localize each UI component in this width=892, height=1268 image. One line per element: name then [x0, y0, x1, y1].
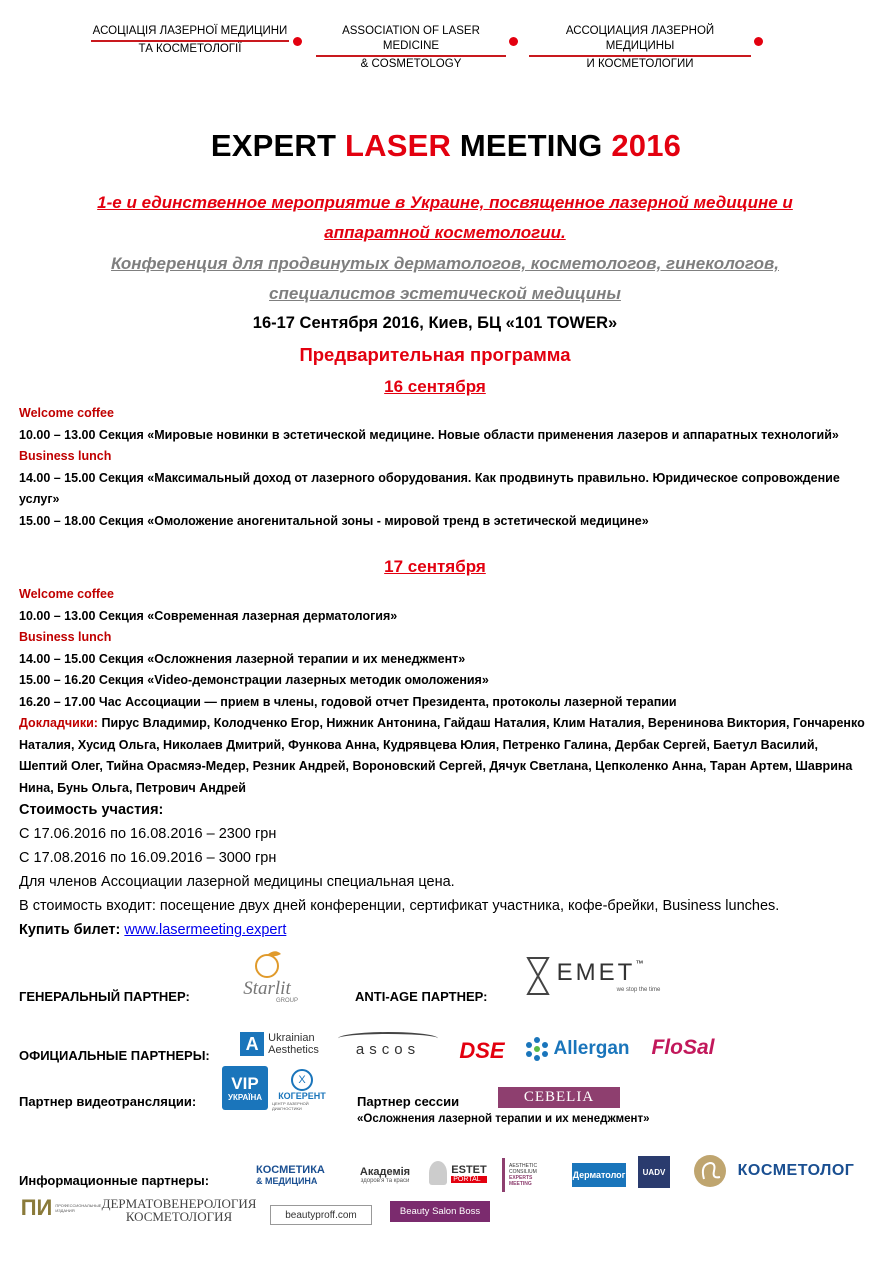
ukrainian-aesthetics-logo	[232, 1030, 327, 1058]
estet-text: ESTET	[451, 1163, 487, 1176]
starlit-logo	[222, 946, 312, 1008]
subtitle-red-line1: 1-е и единственное мероприятие в Украине, посвященное лазерной медицине и	[97, 193, 793, 212]
speakers	[19, 713, 869, 799]
day2-session-4: 16.20 – 17.00 Час Ассоциации — прием в члены, годовой отчет Президента, протоколы лазерной терапии	[19, 694, 677, 709]
dermatolog-text: Дерматолог	[572, 1170, 626, 1180]
uadv-text: UADV	[642, 1167, 666, 1177]
official-partners-label: ОФИЦИАЛЬНЫЕ ПАРТНЕРЫ:	[19, 1048, 210, 1063]
assoc-ru	[529, 24, 751, 72]
day2-items	[19, 584, 869, 799]
beautyproff-text: beautyproff.com	[285, 1209, 357, 1221]
kogerent-icon: X	[291, 1069, 313, 1091]
swan-logo	[688, 1152, 732, 1190]
emet-tag: we stop the time	[616, 987, 661, 993]
day2-session-3: 15.00 – 16.20 Секция «Video-демонстрации лазерных методик омоложения»	[19, 673, 489, 687]
estet-portal-logo	[424, 1156, 492, 1190]
day1-session-2: 14.00 – 15.00 Секция «Максимальный доход от лазерного оборудования. Как продвинуть правильно. Юридическое сопровождение услуг»	[19, 470, 840, 506]
title-part4: 2016	[611, 128, 682, 163]
assoc-ua-line1: АСОЦІАЦІЯ ЛАЗЕРНОЇ МЕДИЦИНИ	[91, 24, 290, 42]
subtitle-red-line2: аппаратной косметологии.	[324, 223, 566, 242]
allergan-dots-icon	[524, 1036, 550, 1062]
assoc-en	[316, 24, 506, 72]
day2-session-2: 14.00 – 15.00 Секция «Осложнения лазерной терапии и их менеджмент»	[19, 651, 466, 666]
dermaven-line1: ДЕРМАТОВЕНЕРОЛОГИЯ	[101, 1196, 257, 1211]
buy-label: Купить билет:	[19, 922, 121, 938]
assoc-ua	[90, 24, 290, 57]
kosmetolog-logo	[737, 1156, 855, 1186]
ascos-logo	[338, 1032, 438, 1064]
dermatolog-logo	[572, 1163, 626, 1187]
red-dot-icon	[754, 37, 763, 46]
kosmetika-medicina-logo	[256, 1158, 344, 1192]
swan-icon	[690, 1153, 730, 1189]
vip-ukraina-logo	[222, 1066, 268, 1110]
kosmetika-line2: & МЕДИЦИНА	[256, 1176, 318, 1186]
pricing-line-4: В стоимость входит: посещение двух дней конференции, сертификат участника, кофе-брейки, Business lunches.	[19, 898, 780, 914]
session-partner-label: Партнер сессии	[357, 1094, 460, 1109]
general-partner-label: ГЕНЕРАЛЬНЫЙ ПАРТНЕР:	[19, 989, 190, 1004]
consilium-line3: EXPERTS	[509, 1175, 533, 1181]
starlit-text: Starlit	[243, 978, 291, 999]
akademia-logo	[350, 1156, 420, 1194]
emet-text: EMET	[556, 959, 636, 986]
kogerent-logo	[272, 1070, 332, 1110]
assoc-en-line2: & COSMETOLOGY	[360, 58, 462, 70]
kogerent-sub: ЦЕНТР ЛАЗЕРНОЙ ДИАГНОСТИКИ	[272, 1101, 309, 1111]
ukr-aest-line2: Aesthetics	[268, 1044, 319, 1056]
a-icon: A	[240, 1032, 264, 1056]
ascos-text: ascos	[355, 1040, 421, 1058]
consilium-line4: MEETING	[509, 1181, 532, 1187]
assoc-ua-line2: ТА КОСМЕТОЛОГІЇ	[138, 43, 242, 55]
pi-sub: ПРОФЕССИОНАЛЬНЫЕ ИЗДАНИЯ	[55, 1203, 102, 1213]
dermatovenerologia-logo	[101, 1196, 257, 1224]
emet-tm: ™	[635, 959, 644, 968]
assoc-ru-line1: АССОЦИАЦИЯ ЛАЗЕРНОЙ МЕДИЦИНЫ	[529, 24, 751, 57]
day2-welcome-coffee: Welcome coffee	[19, 587, 114, 601]
day1-session-1: 10.00 – 13.00 Секция «Мировые новинки в эстетической медицине. Новые области применения лазеров и аппаратных технологий»	[19, 427, 839, 442]
day2-session-1: 10.00 – 13.00 Секция «Современная лазерная дерматология»	[19, 608, 398, 623]
day1-session-3: 15.00 – 18.00 Секция «Омоложение аногенитальной зоны - мировой тренд в эстетической медицине»	[19, 513, 649, 528]
vip-sub: УКРАЇНА	[227, 1092, 263, 1102]
day2-heading: 17 сентября	[384, 557, 486, 576]
consilium-logo	[502, 1158, 571, 1192]
estet-portal-text: PORTAL	[451, 1176, 486, 1183]
speakers-names: Пирус Владимир, Колодченко Егор, Нижник Антонина, Гайдаш Наталия, Клим Наталия, Веренинова Виктория, Гончаренко Наталия, Хусид Ольга, Николаев Дмитрий, Функова Анна, Кудрявцева Юлия, Петренко Галина, Дербак Сергей, Баетул Василий, Шептий Олег, Тийна Орасмяэ-Медер, Резник Андрей, Вороновский Сергей, Дячук Светлана, Цепколенко Анна, Таран Артем, Шаврина Нина, Бунь Ольга, Петрович Андрей	[19, 716, 865, 795]
dse-text: DSE	[459, 1038, 505, 1063]
vip-text: VIP	[231, 1073, 259, 1093]
day1-business-lunch: Business lunch	[19, 449, 112, 463]
pricing-line-2: С 17.08.2016 по 16.09.2016 – 3000 грн	[19, 850, 277, 866]
allergan-text: Allergan	[553, 1038, 630, 1059]
uadv-logo	[638, 1156, 670, 1188]
cebelia-logo	[498, 1087, 620, 1108]
subtitle-gray-line1: Конференция для продвинутых дерматологов, косметологов, гинекологов,	[111, 254, 779, 273]
title-part3: MEETING	[451, 128, 612, 163]
dermaven-line2: КОСМЕТОЛОГИЯ	[125, 1209, 233, 1224]
starlit-leaf-icon	[247, 950, 287, 980]
kosmetolog-text: КОСМЕТОЛОГ	[737, 1162, 855, 1179]
beautyproff-logo	[270, 1205, 372, 1225]
hourglass-icon	[525, 956, 551, 996]
assoc-en-line1: ASSOCIATION OF LASER MEDICINE	[316, 24, 506, 57]
pricing-line-3: Для членов Ассоциации лазерной медицины специальная цена.	[19, 874, 455, 890]
info-partners-label: Информационные партнеры:	[19, 1173, 210, 1188]
flosal-logo	[638, 1034, 728, 1062]
pricing-heading: Стоимость участия:	[19, 802, 164, 818]
beauty-salon-boss-logo	[390, 1201, 490, 1222]
antiage-partner-label: ANTI-AGE ПАРТНЕР:	[355, 989, 488, 1004]
day1-welcome-coffee: Welcome coffee	[19, 406, 114, 420]
flosal-text: FloSal	[651, 1036, 715, 1059]
red-dot-icon	[509, 37, 518, 46]
allergan-logo	[522, 1034, 632, 1064]
pricing-line-1: С 17.06.2016 по 16.08.2016 – 2300 грн	[19, 826, 277, 842]
red-dot-icon	[293, 37, 302, 46]
program-title: Предварительная программа	[299, 344, 571, 365]
pi-logo	[18, 1194, 102, 1222]
kosmetika-line1: КОСМЕТИКА	[256, 1164, 325, 1176]
pi-text: ПИ	[20, 1195, 53, 1220]
ukr-aest-line1: Ukrainian	[268, 1032, 315, 1044]
starlit-sub: GROUP	[275, 998, 298, 1004]
face-icon	[429, 1161, 447, 1185]
speakers-label: Докладчики:	[19, 716, 98, 730]
salonboss-text: Beauty Salon Boss	[399, 1206, 481, 1217]
akademia-sub: здоров'я та краси	[360, 1178, 410, 1184]
akademia-text: Академія	[359, 1166, 411, 1178]
assoc-ru-line2: И КОСМЕТОЛОГИИ	[586, 58, 694, 70]
subtitle-gray-line2: специалистов эстетической медицины	[269, 284, 621, 303]
day1-heading: 16 сентября	[384, 377, 486, 396]
session-partner-name: «Осложнения лазерной терапии и их менеджмент»	[357, 1113, 650, 1125]
event-dates: 16-17 Сентября 2016, Киев, БЦ «101 TOWER»	[252, 314, 618, 332]
buy-ticket-link[interactable]: www.lasermeeting.expert	[124, 922, 287, 938]
pricing	[19, 798, 879, 942]
cebelia-text: CEBELIA	[523, 1089, 595, 1105]
kogerent-text: КОГЕРЕНТ	[278, 1091, 326, 1101]
day1-items	[19, 403, 869, 532]
page-title	[0, 128, 892, 164]
title-part1: EXPERT	[210, 128, 345, 163]
title-part2: LASER	[344, 128, 452, 163]
dse-logo	[450, 1038, 514, 1064]
consilium-line1: AESTHETIC	[509, 1163, 538, 1169]
video-partner-label: Партнер видеотрансляции:	[19, 1094, 197, 1109]
day2-business-lunch: Business lunch	[19, 630, 112, 644]
consilium-line2: CONSILIUM	[509, 1169, 537, 1175]
emet-logo	[510, 955, 675, 997]
